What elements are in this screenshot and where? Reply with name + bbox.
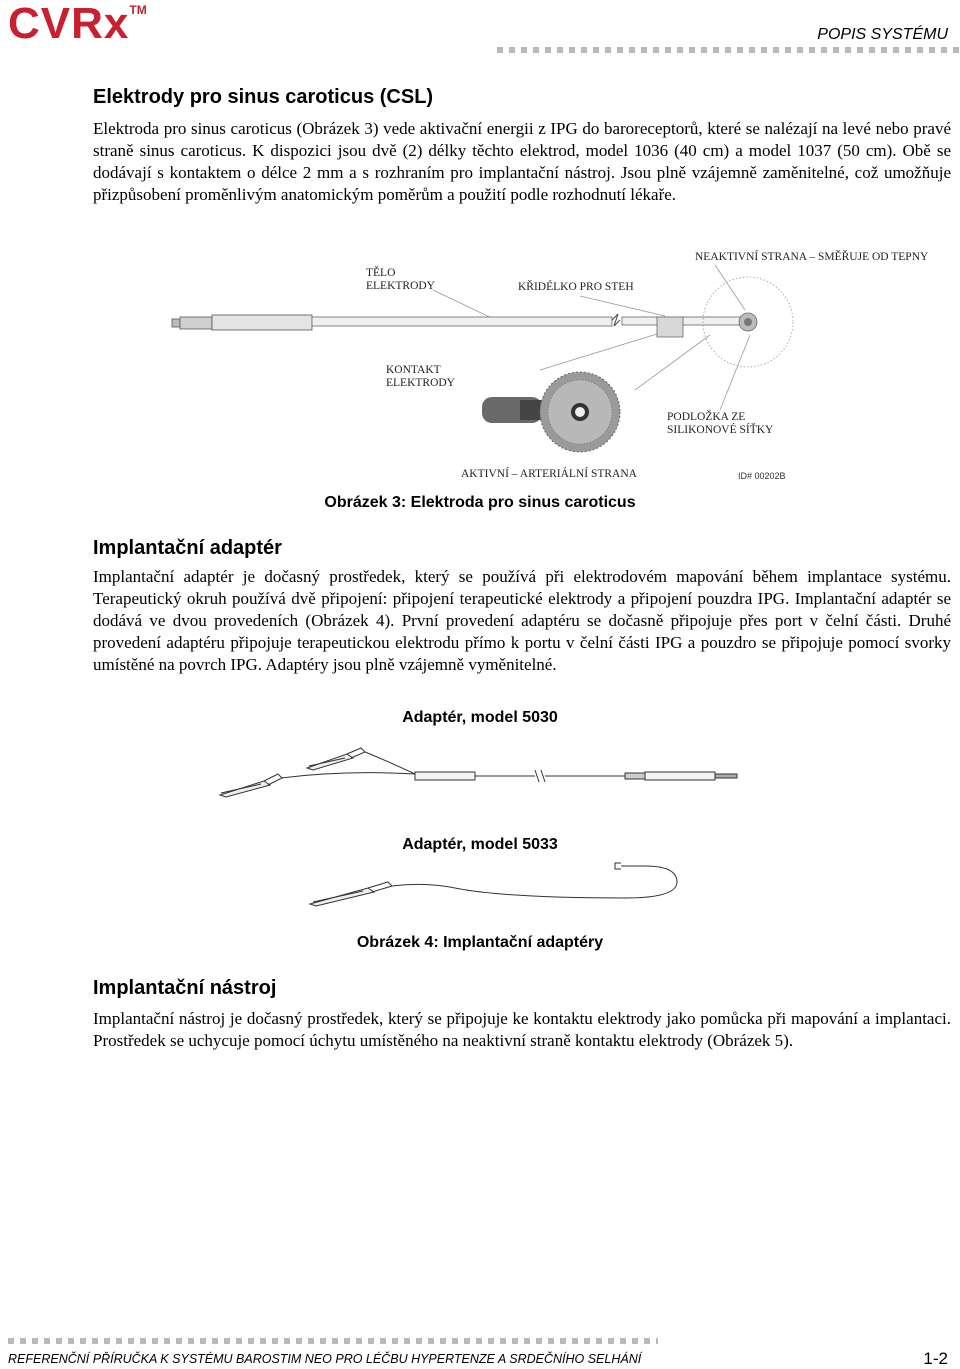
heading-csl: Elektrody pro sinus caroticus (CSL): [93, 86, 434, 108]
leader-line: [715, 265, 745, 310]
label-active-side: AKTIVNÍ – ARTERIÁLNÍ STRANA: [461, 468, 637, 480]
figure-adapter-5030: [215, 740, 745, 800]
adapter-wire: [365, 752, 415, 774]
header-divider: [497, 47, 960, 53]
footer-divider: [8, 1338, 658, 1344]
alligator-clip: [310, 882, 392, 906]
figure-electrode-diagram: [160, 240, 820, 480]
adapter-wire: [392, 866, 677, 898]
figure-adapter-5033: [305, 860, 685, 915]
label-electrode-contact: KONTAKT ELEKTRODY: [386, 364, 455, 389]
footer-title: REFERENČNÍ PŘÍRUČKA K SYSTÉMU BAROSTIM NEO PRO LÉČBU HYPERTENZE A SRDEČNÍHO SELHÁNÍ: [8, 1352, 642, 1366]
paragraph-implant-adapter: Implantační adaptér je dočasný prostředek, který se používá při elektrodovém mapování během implantace systému. Terapeutický okruh používá dvě připojení: připojení terapeutické elektrody a připojení pouzdra IPG. Implantační adaptér se dodává ve dvou provedeních (Obrázek 4). První provedení adaptéru se dočasně připojuje přes port v čelní části. Druhé provedení adaptéru připojuje terapeutickou elektrodu přímo k portu v čelní části IPG a pouzdro se připojuje pomocí svorky umístěné na povrch IPG. Adaptéry jsou plně vzájemně vyměnitelné.: [93, 567, 951, 674]
suture-wing: [657, 317, 683, 337]
electrode-contact-detail: [482, 372, 620, 452]
logo-trademark: TM: [129, 3, 147, 17]
cvrx-logo: [8, 0, 147, 48]
label-adapter-5030: Adaptér, model 5030: [402, 709, 558, 726]
label-suture-wing: KŘIDÉLKO PRO STEH: [518, 281, 634, 293]
section-title: POPIS SYSTÉMU: [817, 26, 948, 43]
leader-line: [720, 335, 750, 410]
figure3-caption: Obrázek 3: Elektroda pro sinus caroticus: [324, 494, 636, 511]
paragraph-implant-tool: Implantační nástroj je dočasný prostředek, který se připojuje ke kontaktu elektrody jako pomůcka při mapování a implantaci. Prostředek se uchycuje pomocí úchytu umístěného na neaktivní straně kontaktu elektrody (Obrázek 5).: [93, 1009, 951, 1050]
paragraph-csl: Elektroda pro sinus caroticus (Obrázek 3) vede aktivační energii z IPG do baroreceptorů, které se nalézají na levé nebo pravé straně sinus caroticus. K dispozici jsou dvě (2) délky těchto elektrod, model 1036 (40 cm) a model 1037 (50 cm). Obě se dodávají s kontaktem o délce 2 mm a s rozhraním pro implantační nástroj. Jsou plně vzájemně zaměnitelné, což umožňuje přizpůsobení proměnlivým anatomickým poměrům a použití podle rozhodnutí lékaře.: [93, 119, 951, 204]
label-silicone-mesh: PODLOŽKA ZE SILIKONOVÉ SÍŤKY: [667, 411, 774, 436]
alligator-clip-lower: [220, 774, 282, 797]
page-number: 1-2: [923, 1349, 948, 1368]
logo-text: CVRx: [8, 0, 130, 48]
leader-line: [540, 330, 670, 370]
leader-line: [635, 335, 710, 390]
heading-implant-adapter: Implantační adaptér: [93, 537, 282, 559]
label-adapter-5033: Adaptér, model 5033: [402, 836, 558, 853]
label-lead-body: TĚLO ELEKTRODY: [366, 267, 435, 292]
lead-body: [172, 314, 742, 330]
heading-implant-tool: Implantační nástroj: [93, 977, 277, 999]
leader-line: [580, 296, 665, 316]
alligator-clip-upper: [307, 748, 365, 770]
figure4-caption: Obrázek 4: Implantační adaptéry: [356, 934, 604, 951]
label-inactive-side: NEAKTIVNÍ STRANA – SMĚŘUJE OD TEPNY: [695, 251, 929, 263]
figure-id: ID# 00202B: [738, 471, 786, 481]
